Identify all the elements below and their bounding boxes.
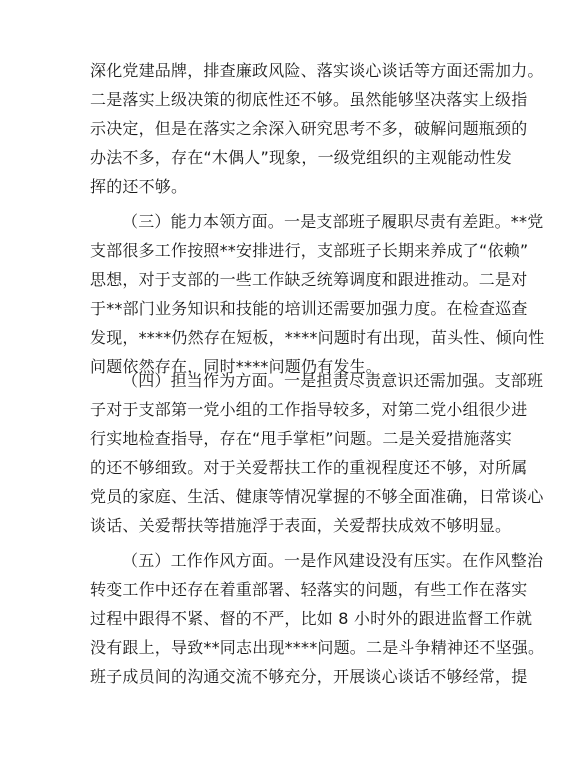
- text-line: （三）能力本领方面。一是支部班子履职尽责有差距。**党: [122, 212, 544, 231]
- text-line: 示决定，但是在落实之余深入研究思考不多，破解问题瓶颈的: [90, 119, 528, 138]
- paragraph-party-building: [90, 56, 544, 201]
- text-line: 班子成员间的沟通交流不够充分，开展谈心谈话不够经常，提: [90, 667, 528, 686]
- text-line: （五）工作作风方面。一是作风建设没有压实。在作风整治: [122, 551, 544, 570]
- text-line: 谈话、关爱帮扶等措施浮于表面，关爱帮扶成效不够明显。: [90, 516, 512, 535]
- text-line: 问题依然存在，同时****问题仍有发生。: [90, 357, 383, 376]
- text-line: 子对于支部第一党小组的工作指导较多，对第二党小组很少进: [90, 400, 528, 419]
- paragraph-responsibility: [90, 366, 544, 540]
- text-line: 没有跟上，导致**同志出现****问题。二是斗争精神还不坚强。: [90, 638, 545, 657]
- text-line: 党员的家庭、生活、健康等情况掌握的不够全面准确，日常谈心: [90, 487, 544, 506]
- text-line: 二是落实上级决策的彻底性还不够。虽然能够坚决落实上级指: [90, 90, 528, 109]
- text-line: 办法不多，存在“木偶人”现象，一级党组织的主观能动性发: [90, 148, 512, 167]
- text-line: 的还不够细致。对于关爱帮扶工作的重视程度还不够，对所属: [90, 458, 528, 477]
- paragraph-work-style: [90, 546, 545, 691]
- text-line: 思想，对于支部的一些工作缺乏统筹调度和跟进推动。二是对: [90, 270, 528, 289]
- text-line: 挥的还不够。: [90, 177, 188, 196]
- text-line: 发现，****仍然存在短板，****问题时有出现，苗头性、倾向性: [90, 328, 545, 347]
- text-line: 转变工作中还存在着重部署、轻落实的问题，有些工作在落实: [90, 580, 528, 599]
- text-line: 于**部门业务知识和技能的培训还需要加强力度。在检查巡查: [90, 299, 528, 318]
- text-line: 行实地检查指导，存在“甩手掌柜”问题。二是关爱措施落实: [90, 429, 512, 448]
- text-line: 过程中跟得不紧、督的不严，比如 8 小时外的跟进监督工作就: [90, 609, 533, 628]
- text-line: 深化党建品牌，排查廉政风险、落实谈心谈话等方面还需加力。: [90, 61, 544, 80]
- text-line: 支部很多工作按照**安排进行，支部班子长期来养成了“依赖”: [90, 241, 529, 260]
- text-line: （四）担当作为方面。一是担责尽责意识还需加强。支部班: [122, 371, 544, 390]
